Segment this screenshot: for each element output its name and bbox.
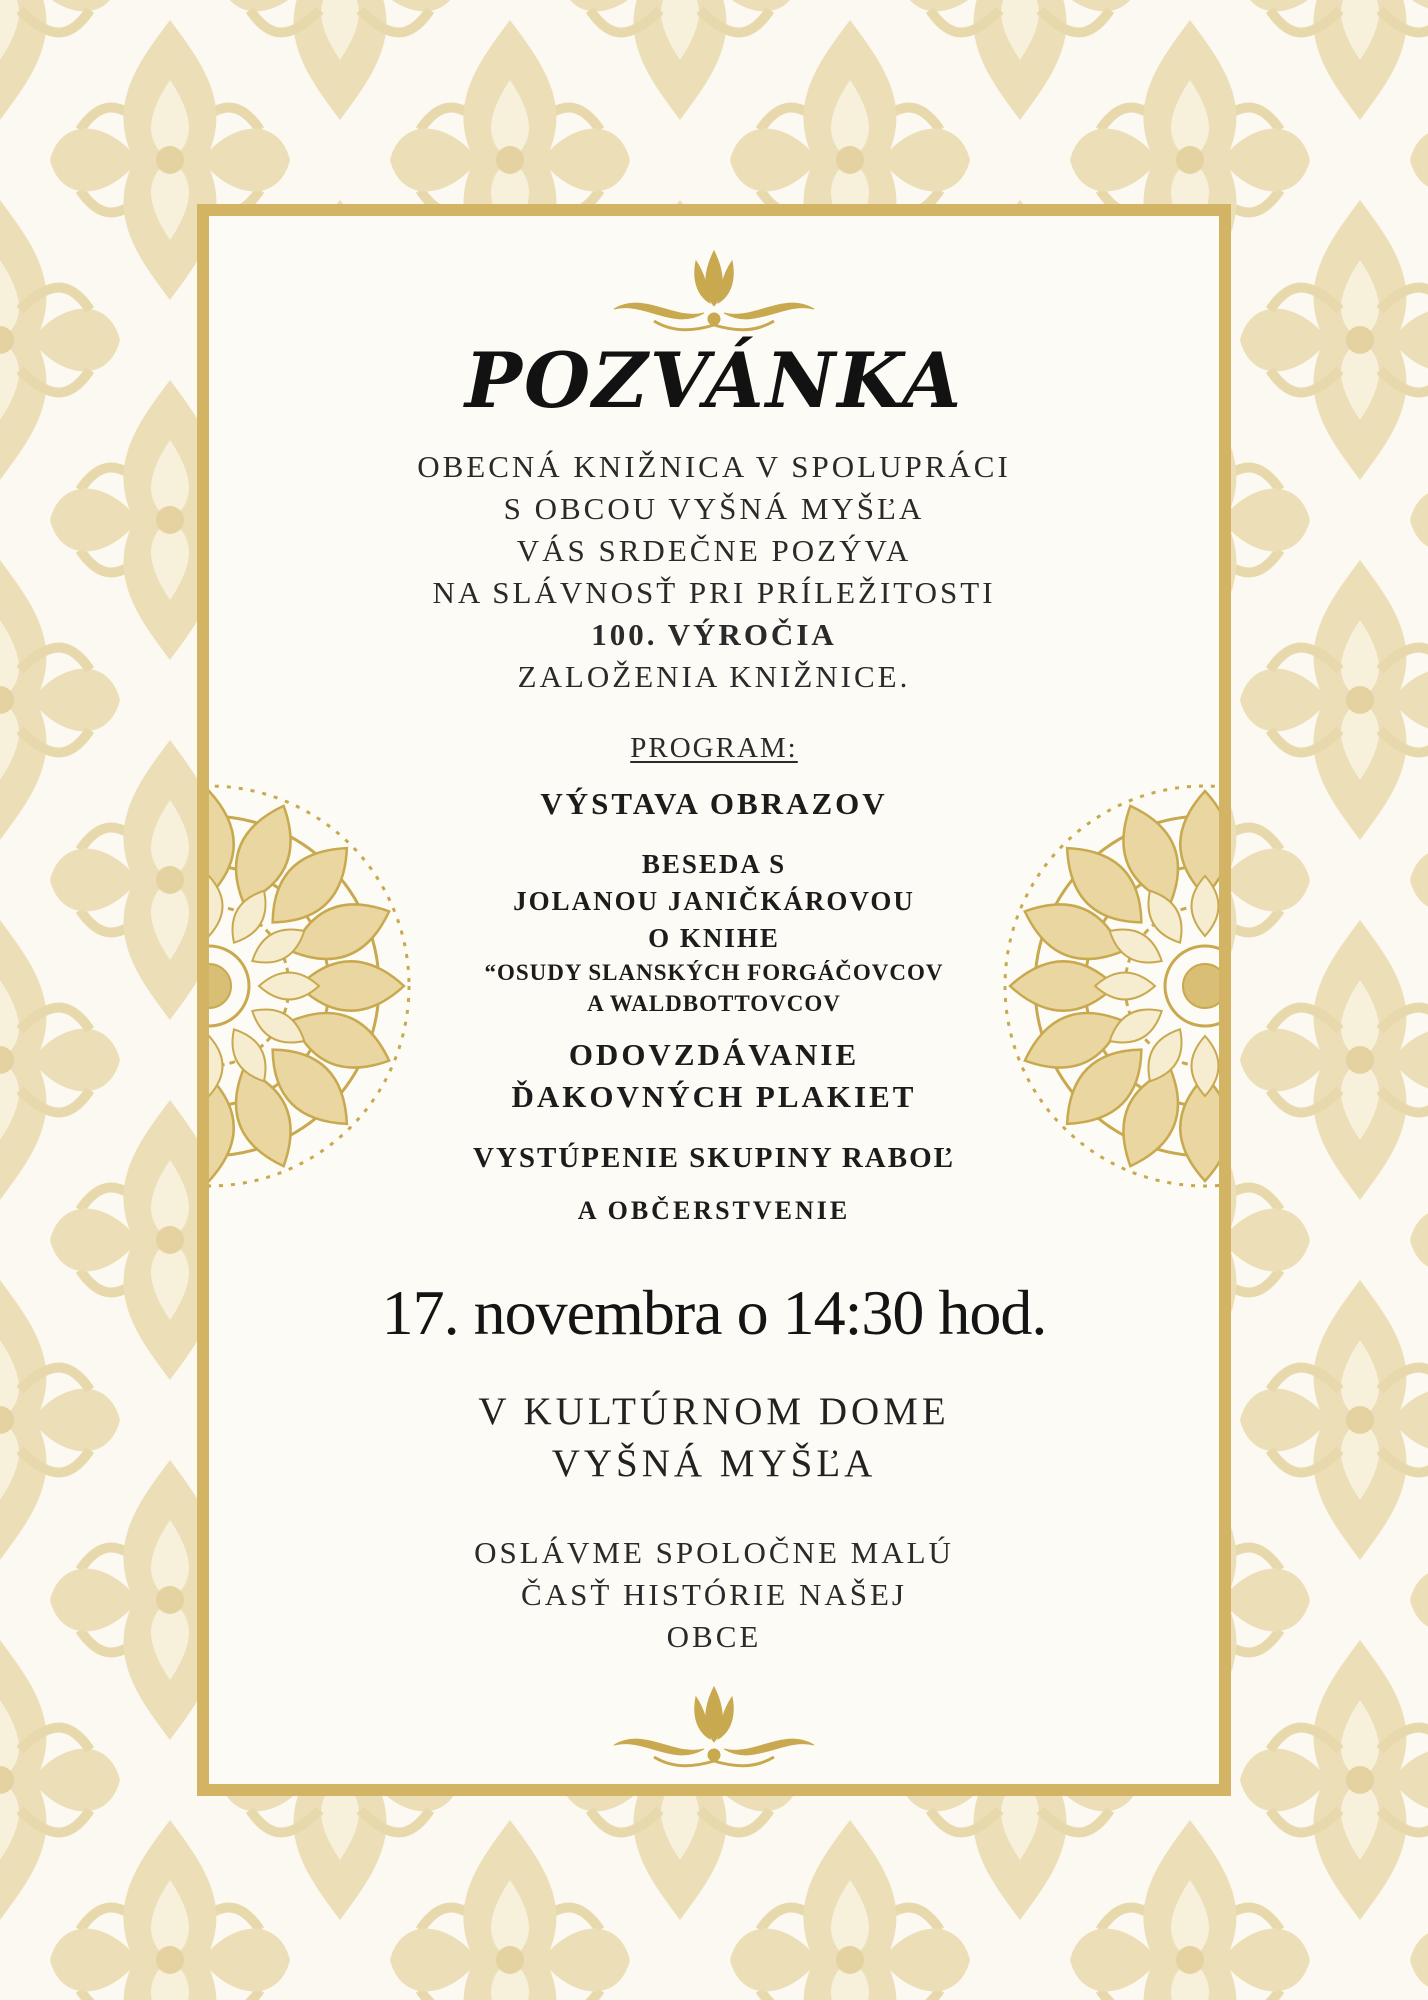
anniversary-highlight: 100. VÝROČIA <box>591 617 837 652</box>
place-line: V KULTÚRNOM DOME <box>478 1390 950 1433</box>
intro-line: OBECNÁ KNIŽNICA V SPOLUPRÁCI <box>417 449 1011 484</box>
intro-line: ZALOŽENIA KNIŽNICE. <box>517 659 911 694</box>
closing-line: ČASŤ HISTÓRIE NAŠEJ <box>521 1577 907 1612</box>
closing-text <box>209 1532 1219 1658</box>
closing-line: OSLÁVME SPOLOČNE MALÚ <box>474 1535 954 1570</box>
program-heading: PROGRAM: <box>630 732 798 764</box>
intro-line: VÁS SRDEČNE POZÝVA <box>516 533 912 568</box>
program-line: ODOVZDÁVANIE <box>568 1037 860 1072</box>
program-line: ĎAKOVNÝCH PLAKIET <box>511 1079 917 1114</box>
program-line: BESEDA S <box>641 849 787 879</box>
event-place <box>209 1386 1219 1490</box>
program-item-discussion <box>209 846 1219 1019</box>
program-item-refreshments: A OBČERSTVENIE <box>577 1196 851 1225</box>
intro-text <box>209 446 1219 698</box>
book-title-line: A WALDBOTTOVCOV <box>587 991 841 1016</box>
bottom-flourish-icon <box>594 1682 834 1772</box>
invitation-card <box>197 204 1231 1796</box>
event-date-time: 17. novembra o 14:30 hod. <box>381 1277 1047 1348</box>
intro-line: NA SLÁVNOSŤ PRI PRÍLEŽITOSTI <box>432 575 996 610</box>
program-item-exhibition: VÝSTAVA OBRAZOV <box>540 786 888 821</box>
closing-line: OBCE <box>666 1619 762 1654</box>
program-item-performance: VYSTÚPENIE SKUPINY RABOĽ <box>473 1142 955 1174</box>
program-line: O KNIHE <box>648 923 780 953</box>
top-flourish-icon <box>594 246 834 336</box>
invitation-title: POZVÁNKA <box>464 336 964 425</box>
book-title-line: “OSUDY SLANSKÝCH FORGÁČOVCOV <box>484 960 944 985</box>
intro-line: S OBCOU VYŠNÁ MYŠĽA <box>503 491 925 526</box>
place-line: VYŠNÁ MYŠĽA <box>551 1442 877 1485</box>
program-line: JOLANOU JANIČKÁROVOU <box>513 886 915 916</box>
program-item-plaques <box>209 1034 1219 1118</box>
